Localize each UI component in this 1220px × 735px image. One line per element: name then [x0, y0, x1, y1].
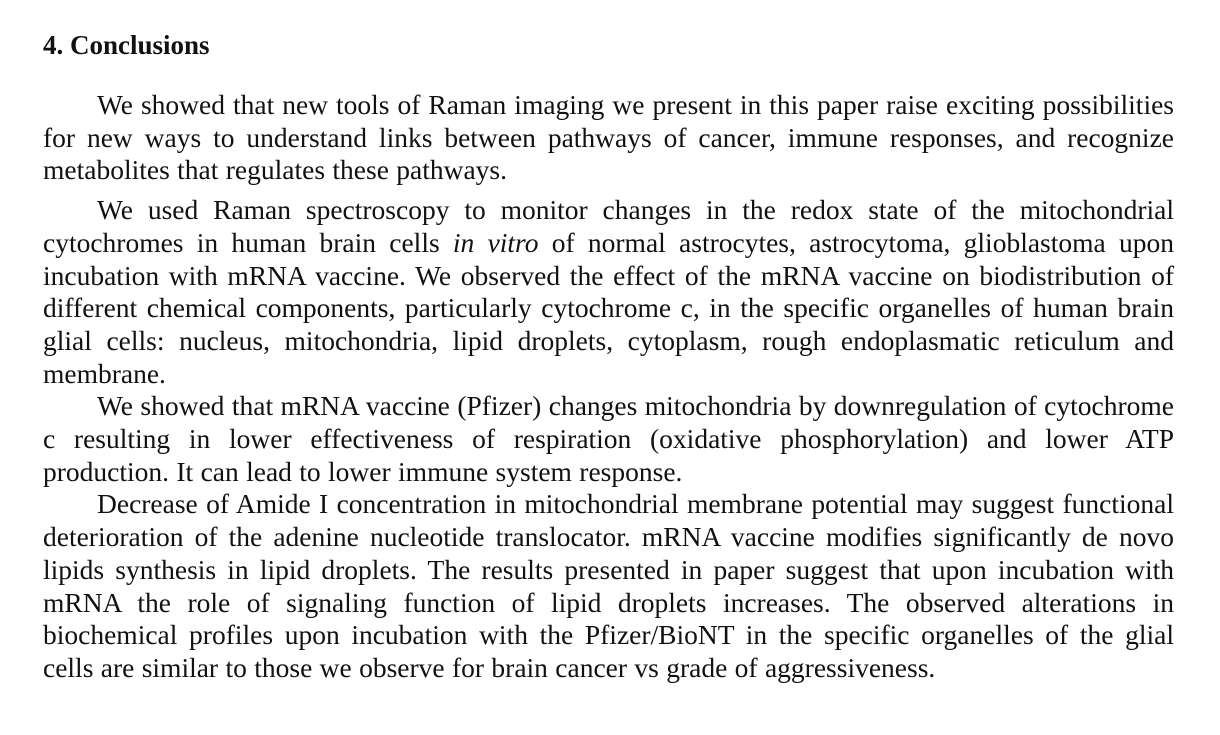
paragraph-1: We showed that new tools of Raman imaging we present in this paper raise exciting possibilities for new ways to understand links between pathways of cancer, immune responses, and recognize metabolites that regulates these pathways.: [43, 89, 1174, 186]
paragraph-2-text-a: We used Raman spectroscopy to monitor changes in the redox state of the mitochondrial cytochromes in human brain cells: [43, 194, 1174, 258]
paragraph-4: Decrease of Amide I concentration in mitochondrial membrane potential may suggest functional deterioration of the adenine nucleotide translocator. mRNA vaccine modifies significantly de novo lipids synthesis in lipid droplets. The results presented in paper suggest that upon incubation with mRNA the role of signaling function of lipid droplets increases. The observed alterations in biochemical profiles upon incubation with the Pfizer/BioNT in the specific organelles of the glial cells are similar to those we observe for brain cancer vs grade of aggressiveness.: [43, 488, 1174, 683]
paragraph-2: [43, 194, 1174, 390]
paragraph-2-text-b: of normal astrocytes, astrocytoma, glioblastoma upon incubation with mRNA vaccine. We observed the effect of the mRNA vaccine on biodistribution of different chemical components, particularly cytochrome c, in the specific organelles of human brain glial cells: nucleus, mitochondria, lipid droplets, cytoplasm, rough endoplasmatic reticulum and membrane.: [43, 226, 1174, 389]
paragraph-2-italic: in vitro: [452, 226, 539, 258]
document-page: [43, 28, 1174, 685]
section-heading: 4. Conclusions: [43, 30, 210, 60]
paragraph-3: We showed that mRNA vaccine (Pfizer) changes mitochondria by downregulation of cytochrome c resulting in lower effectiveness of respiration (oxidative phosphorylation) and lower ATP production. It can lead to lower immune system response.: [43, 390, 1174, 487]
